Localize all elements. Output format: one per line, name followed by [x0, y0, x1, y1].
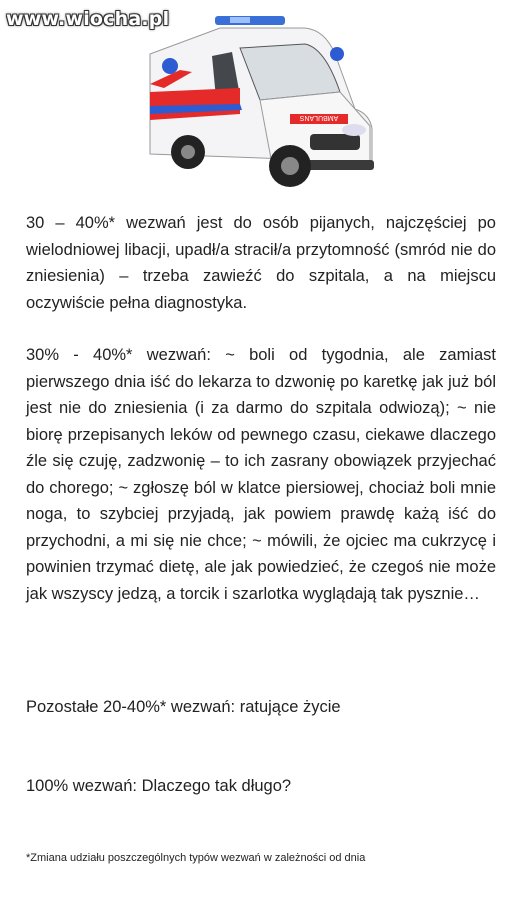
paragraph-why-so-long: 100% wezwań: Dlaczego tak długo?	[26, 777, 292, 795]
svg-text:AMBULANS: AMBULANS	[299, 114, 339, 121]
paragraph-complaint-calls: 30% - 40%* wezwań: ~ boli od tygodnia, ale zamiast pierwszego dnia iść do lekarza to dzwonię po karetkę jak już ból jest nie do zniesienia (i za darmo do szpitala odwiozą); ~ nie biorę przepisanych leków od pewnego czasu, ciekawe dlaczego źle się czuję, zadzwonię – to ich zasrany obowiązek przyjechać do chorego; ~ zgłoszę ból w klatce piersiowej, chociaż boli mnie noga, to szybciej przyjadą, jak powiem prawdę każą iść do przychodni, a mi się nie chce; ~ mówili, że ojciec ma cukrzycę i powinien trzymać dietę, ale jak powiedzieć, że czegoś nie może jak wszyscy jedzą, a torcik i szarlotka wyglądają tak pysznie…	[26, 346, 496, 603]
watermark: www.wiocha.pl	[6, 8, 170, 30]
paragraph-life-saving: Pozostałe 20-40%* wezwań: ratujące życie	[26, 698, 341, 716]
paragraph-drunk-calls: 30 – 40%* wezwań jest do osób pijanych, najczęściej po wielodniowej libacji, upadł/a stracił/a przytomność (smród nie do zniesienia) – trzeba zawieźć do szpitala, a na miejscu oczywiście pełna diagnostyka.	[26, 214, 496, 312]
ambulance-image	[140, 14, 385, 199]
footnote: *Zmiana udziału poszczególnych typów wezwań w zależności od dnia	[26, 852, 366, 864]
